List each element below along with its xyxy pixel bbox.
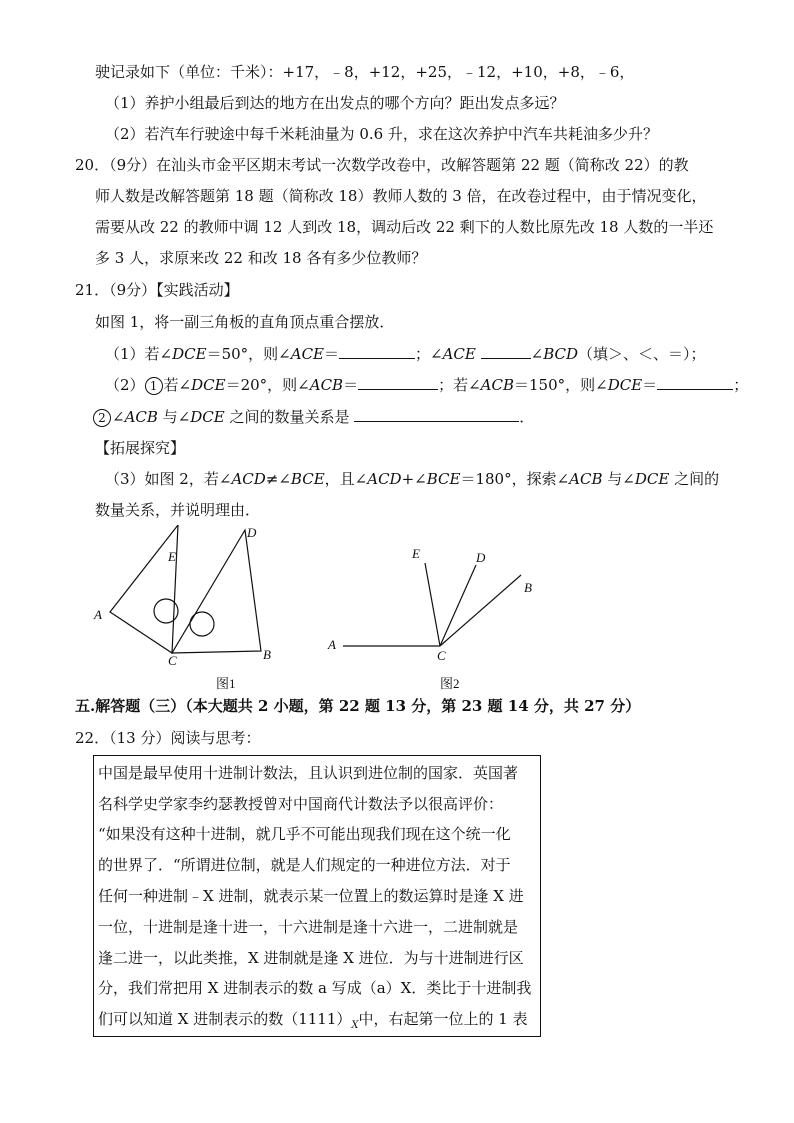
q2b-text-e: 之间的数量关系是: [224, 408, 350, 426]
q2-angle-acb-2: ACB: [480, 376, 515, 394]
p19-question-2: （2）若汽车行驶途中每千米耗油量为 0.6 升，求在这次养护中汽车共耗油多少升？: [105, 125, 658, 143]
q1-blank-compare[interactable]: [481, 343, 531, 359]
passage-line-7: 逢二进一，以此类推，X 进制就是逢 X 进位．为与十进制进行区: [98, 949, 524, 967]
q3-text-g: +∠: [401, 470, 427, 488]
q2-text-k: ＝: [642, 376, 658, 394]
p21-ext-head: 【拓展探究】: [95, 439, 186, 457]
q2-angle-acb: ACB: [309, 376, 344, 394]
q1-text-j: （填＞、＜、＝）；: [578, 345, 706, 363]
q3-text-i: ＝180°，探索∠: [460, 470, 570, 488]
p21-number: 21．: [75, 281, 110, 299]
q1-angle-ace-2: ACE: [442, 345, 476, 363]
q2-text-a: （2）: [105, 376, 145, 394]
passage-line-4: 的世界了．“所谓进位制，就是人们规定的一种进位方法．对于: [98, 856, 511, 874]
passage-line-3: “如果没有这种十进制，就几乎不可能出现我们现在这个统一化: [98, 825, 511, 843]
q2-text-f: ＝: [343, 376, 359, 394]
p21-head: [75, 280, 239, 300]
p21-question-3: [105, 469, 719, 489]
section-5-heading: 五.解答题（三）（本大题共 2 小题，第 22 题 13 分，第 23 题 14 分，共 27 分）: [75, 697, 641, 715]
q3-text-m: 之间的: [669, 470, 720, 488]
fig2-ray-ce: [425, 563, 440, 646]
fig2-label-a: A: [328, 637, 336, 652]
figure-1: [93, 525, 271, 691]
p21-head-text: （9分）【实践活动】: [109, 281, 239, 299]
q2-blank-dce[interactable]: [657, 374, 733, 390]
fig1-label-d: D: [247, 525, 257, 540]
q2-angle-dce-2: DCE: [607, 376, 643, 394]
q2b-text-f: ．: [519, 408, 535, 426]
q2-text-i: ＝150°，则∠: [514, 376, 608, 394]
p21-question-1: [105, 343, 706, 364]
p20-text-1: （9分）在汕头市金平区期末考试一次数学改卷中，改解答题第 22 题（简称改 22）的教: [109, 156, 689, 174]
fig2-label-c: C: [437, 648, 446, 663]
q2-text-l: ；: [733, 376, 749, 394]
fig1-label-a: A: [94, 607, 102, 622]
q2b-text-a: ∠: [112, 408, 125, 426]
q2b-circle-2: 2: [93, 409, 111, 427]
q1-text-h: ∠: [530, 345, 544, 363]
reading-passage-box: [93, 755, 541, 1037]
passage-line-6: 一位，十进制是逢十进一，十六进制是逢十六进一，二进制就是: [98, 918, 519, 936]
q1-text-a: （1）若∠: [105, 345, 173, 363]
passage-line-9-rest: 中，右起第一位上的 1 表: [358, 1010, 528, 1028]
q1-angle-dce: DCE: [172, 345, 207, 363]
p20-line-3: 需要从改 22 的教师中调 12 人到改 18，调动后改 22 剩下的人数比原先改 18 人数的一半还: [95, 218, 714, 236]
p21-question-2b: [93, 406, 534, 427]
q2-text-g: ；若∠: [438, 376, 481, 394]
passage-line-9: [98, 1009, 528, 1036]
passage-subscript-x: X: [351, 1020, 359, 1031]
q1-angle-ace: ACE: [290, 345, 324, 363]
fig2-caption: 图2: [440, 676, 460, 691]
p20-line-4: 多 3 人，求原来改 22 和改 18 各有多少位教师？: [95, 249, 427, 267]
passage-line-2: 名科学史学家李约瑟教授曾对中国商代计数法予以很高评价：: [98, 795, 504, 813]
q3-angle-bce-2: BCE: [426, 470, 461, 488]
passage-line-8-rest: X．类比于十进制我: [400, 979, 532, 997]
passage-line-8-text: 分，我们常把用 X 进制表示的数 a 写成（a）: [98, 979, 401, 997]
p21-question-3-line-2: 数量关系，并说明理由．: [95, 501, 261, 519]
q3-text-k: 与∠: [602, 470, 635, 488]
p22-heading: 22．（13 分）阅读与思考：: [75, 729, 261, 747]
q3-angle-acd: ACD: [231, 470, 266, 488]
p19-record-line: 驶记录如下（单位：千米）：+17，﹣8，+12，+25，﹣12，+10，+8，﹣6，: [95, 63, 635, 81]
q2b-angle-dce: DCE: [190, 408, 225, 426]
p20-number: 20．: [75, 156, 110, 174]
q3-angle-acb: ACB: [569, 470, 603, 488]
fig1-label-c: C: [168, 653, 177, 668]
p21-question-2: [105, 374, 748, 395]
q3-angle-acd-2: ACD: [367, 470, 402, 488]
fig2-label-d: D: [476, 550, 486, 565]
q2b-text-c: 与∠: [157, 408, 191, 426]
q3-text-a: （3）如图 2，若∠: [105, 470, 232, 488]
p20-line-1: [75, 155, 689, 175]
q2-circle-1: 1: [145, 377, 163, 395]
q3-text-e: ，且∠: [324, 470, 368, 488]
fig1-label-e: E: [168, 549, 176, 564]
fig2-label-b: B: [524, 580, 532, 595]
figure-2: [327, 546, 532, 691]
fig1-triangle-bcd: [172, 530, 261, 653]
fig2-ray-cd: [440, 565, 476, 646]
fig1-hole-right: [190, 612, 214, 636]
q3-text-c: ≠∠: [265, 470, 291, 488]
q2b-blank-relation[interactable]: [354, 406, 519, 422]
p19-question-1: （1）养护小组最后到达的地方在出发点的哪个方向？距出发点多远？: [105, 94, 565, 112]
fig2-label-e: E: [412, 546, 420, 561]
q1-text-f: ；∠: [415, 345, 443, 363]
q2-blank-acb[interactable]: [358, 374, 438, 390]
q2-text-b: 若∠: [163, 376, 192, 394]
p21-intro: 如图 1，将一副三角板的直角顶点重合摆放．: [95, 313, 395, 331]
p20-line-2: 师人数是改解答题第 18 题（简称改 18）教师人数的 3 倍，在改卷过程中，由于情况变化，: [95, 187, 707, 205]
q1-blank-ace[interactable]: [339, 343, 415, 359]
passage-line-1: 中国是最早使用十进制计数法，且认识到进位制的国家．英国著: [98, 764, 519, 782]
q2b-angle-acb: ACB: [124, 408, 158, 426]
geometry-figures: [90, 525, 540, 695]
passage-line-8: [98, 978, 531, 998]
q2-angle-dce: DCE: [191, 376, 226, 394]
q1-text-e: ＝: [324, 345, 340, 363]
fig1-triangle-ace: [110, 525, 178, 653]
q2-text-d: ＝20°，则∠: [225, 376, 310, 394]
q1-text-c: ＝50°，则∠: [206, 345, 291, 363]
fig1-label-b: B: [263, 647, 271, 662]
q3-angle-dce: DCE: [634, 470, 670, 488]
passage-line-9-text: 们可以知道 X 进制表示的数（1111）: [98, 1010, 352, 1028]
passage-line-5: 任何一种进制﹣X 进制，就表示某一位置上的数运算时是逢 X 进: [98, 887, 524, 905]
q1-angle-bcd: BCD: [543, 345, 579, 363]
fig1-caption: 图1: [216, 676, 236, 691]
q3-angle-bce: BCE: [290, 470, 325, 488]
fig2-ray-cb: [440, 575, 521, 646]
